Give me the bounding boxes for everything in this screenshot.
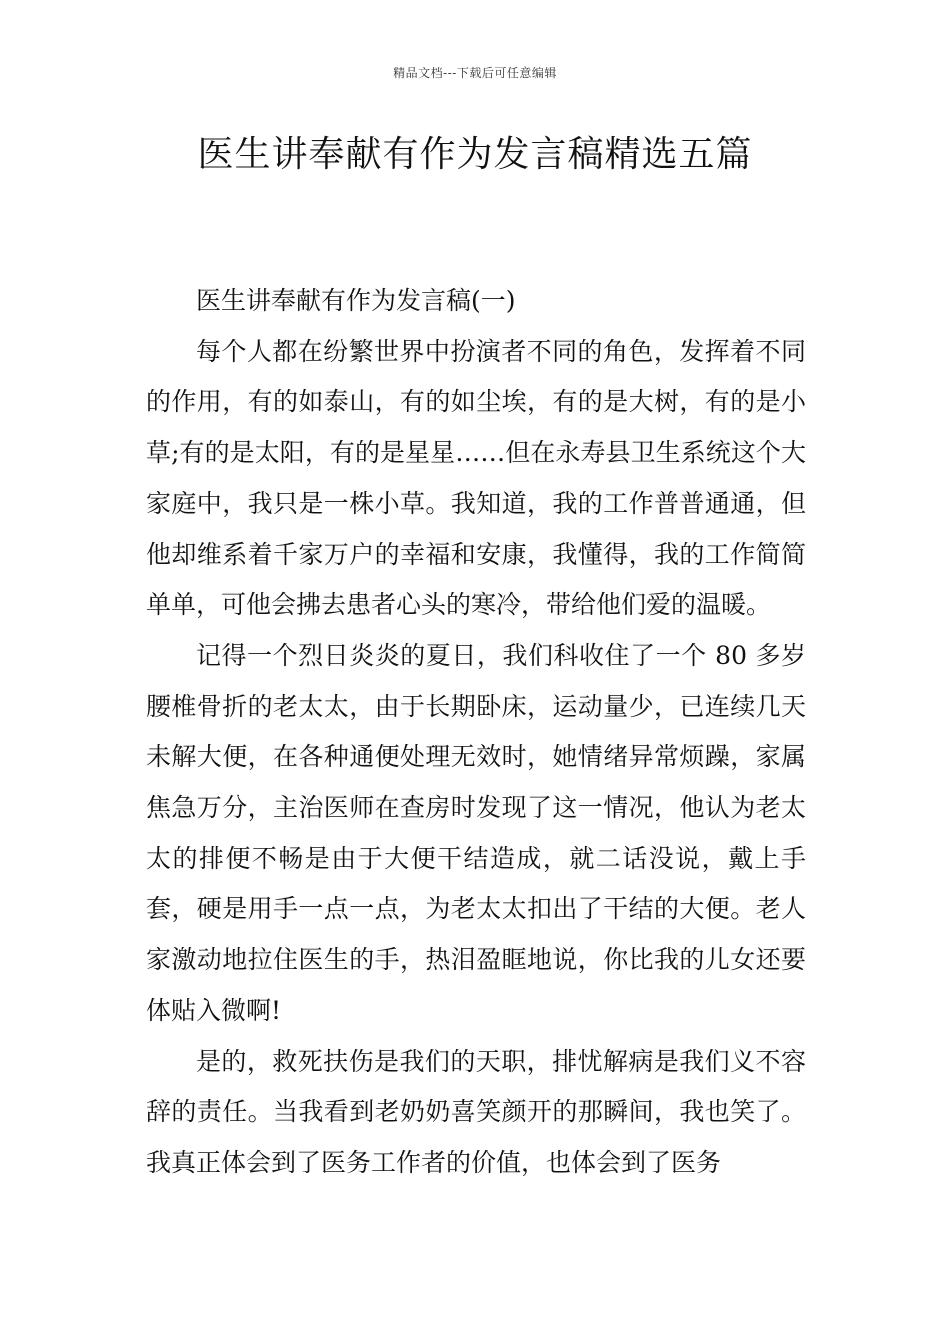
document-title: 医生讲奉献有作为发言稿精选五篇	[197, 134, 753, 175]
paragraph-2: 记得一个烈日炎炎的夏日，我们科收住了一个 80 多岁腰椎骨折的老太太，由于长期卧床，运动量少，已连续几天未解大便，在各种通便处理无效时，她情绪异常烦躁，家属焦急万分，主治医师在查房时发现了这一情况，他认为老太太的排便不畅是由于大便干结造成，就二话没说，戴上手套，硬是用手一点一点，为老太太扣出了干结的大便。老人家激动地拉住医生的手，热泪盈眶地说，你比我的儿女还要体贴入微啊!	[146, 640, 806, 1025]
paragraph-3: 是的，救死扶伤是我们的天职，排忧解病是我们义不容辞的责任。当我看到老奶奶喜笑颜开的那瞬间，我也笑了。我真正体会到了医务工作者的价值，也体会到了医务	[146, 1046, 806, 1177]
header-note: 精品文档---下载后可任意编辑	[393, 66, 557, 80]
section-heading: 医生讲奉献有作为发言稿(一)	[196, 286, 516, 315]
paragraph-1: 每个人都在纷繁世界中扮演者不同的角色，发挥着不同的作用，有的如泰山，有的如尘埃，有的是大树，有的是小草;有的是太阳，有的是星星……但在永寿县卫生系统这个大家庭中，我只是一株小草。我知道，我的工作普普通通，但他却维系着千家万户的幸福和安康，我懂得，我的工作简简单单，可他会拂去患者心头的寒冷，带给他们爱的温暖。	[146, 336, 806, 620]
document-body	[146, 276, 806, 1189]
